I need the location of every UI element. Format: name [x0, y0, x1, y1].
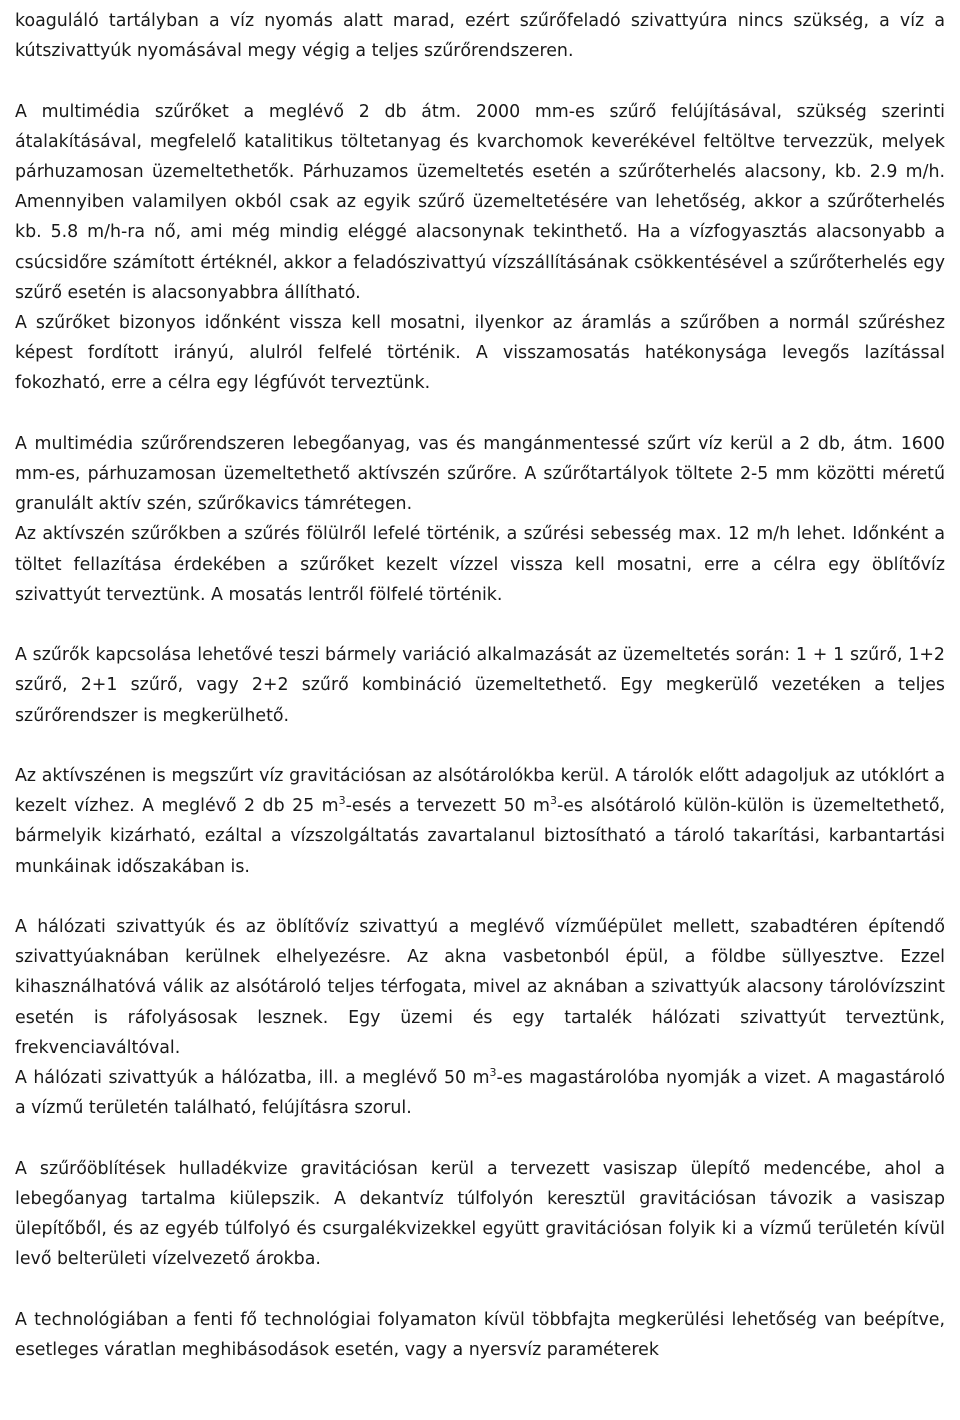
paragraph-gap: [15, 1274, 945, 1304]
paragraph-koagulalo: koaguláló tartályban a víz nyomás alatt marad, ezért szűrőfeladó szivattyúra nincs szükség, a víz a kútszivattyúk nyomásával megy végig a teljes szűrőrendszeren.: [15, 11, 945, 62]
paragraph-aktivszen-szures: Az aktívszén szűrőkben a szűrés fölülről lefelé történik, a szűrési sebesség max. 12 m/h lehet. Időnként a töltet fellazítása érdekében a szűrőket kezelt vízzel vissza kell mosatni, erre a célra egy öblítővíz szivattyút terveztünk. A mosatás lentről fölfelé történik.: [15, 524, 945, 605]
text-segment: -es alsótároló külön-külön is üzemeltethető, bármelyik kizárható, ezáltal a vízszolgáltatás zavartalanul biztosítható a tároló takarítási, karbantartási munkáinak időszakában is.: [15, 796, 945, 877]
text-segment: -esés a tervezett 50 m: [345, 796, 551, 817]
text-segment: Az aktívszénen is megszűrt víz gravitációsan az alsótárolókba kerül. A tárolók előtt adagoljuk az utóklórt a kezelt vízhez. A meglévő 2 db 25 m: [15, 766, 945, 817]
text-segment: -es magastárolóba nyomják a vizet. A magastároló a vízmű területén található, felújításra szorul.: [15, 1068, 945, 1119]
paragraph-gap: [15, 66, 945, 96]
superscript: 3: [489, 1066, 497, 1080]
paragraph-aktivszen-szurok: A multimédia szűrőrendszeren lebegőanyag, vas és mangánmentessé szűrt víz kerül a 2 db, átm. 1600 mm-es, párhuzamosan üzemeltethető aktívszén szűrőre. A szűrőtartályok töltete 2-5 mm közötti méretű granulált aktív szén, szűrőkavics támrétegen.: [15, 433, 945, 515]
paragraph-multimedia-szurok: A multimédia szűrőket a meglévő 2 db átm. 2000 mm-es szűrő felújításával, szükség szerinti átalakításával, megfelelő katalitikus töltetanyag és kvarchomok keverékével feltöltve tervezzük, melyek párhuzamosan üzemeltethetők. Párhuzamos üzemeltetés esetén a szűrőterhelés alacsony, kb. 2.9 m/h. Amennyiben valamilyen okból csak az egyik szűrő üzemeltetésére van lehetőség, akkor a szűrőterhelés kb. 5.8 m/h-ra nő, ami még mindig eléggé alacsonynak tekinthető. Ha a vízfogyasztás alacsonyabb a csúcsidőre számított értéknél, akkor a feladószivattyú vízszállításának csökkentésével a szűrőterhelés egy szűrő esetén is alacsonyabbra állítható.: [15, 101, 945, 303]
paragraph-gap: [15, 610, 945, 640]
paragraph-gap: [15, 1123, 945, 1153]
paragraph-szuroblitesek: A szűrőöblítések hulladékvize gravitációsan kerül a tervezett vasiszap ülepítő medencébe, ahol a lebegőanyag tartalma kiülepszik. A dekantvíz túlfolyón keresztül gravitációsan távozik a vasiszap ülepítőből, és az egyéb túlfolyó és csurgalékvizekkel együtt gravitációsan folyik ki a vízmű területén kívül levő belterületi vízelvezető árokba.: [15, 1158, 945, 1270]
document-page: [15, 6, 945, 1365]
text-segment: A hálózati szivattyúk a hálózatba, ill. a meglévő 50 m: [15, 1068, 490, 1089]
paragraph-gap: [15, 399, 945, 429]
paragraph-visszamosatas: A szűrőket bizonyos időnként vissza kell mosatni, ilyenkor az áramlás a szűrőben a normál szűréshez képest fordított irányú, alulról felfelé történik. A visszamosatás hatékonysága levegős lazítással fokozható, erre a célra egy légfúvót terveztünk.: [15, 313, 945, 394]
superscript: 3: [338, 794, 346, 808]
paragraph-gap: [15, 731, 945, 761]
paragraph-magastarolo: [15, 1063, 945, 1123]
paragraph-gap: [15, 882, 945, 912]
paragraph-halozati-szivattyuk: A hálózati szivattyúk és az öblítővíz szivattyú a meglévő vízműépület mellett, szabadtéren építendő szivattyúaknában kerülnek elhelyezésre. Az akna vasbetonból épül, a földbe süllyesztve. Ezzel kihasználhatóvá válik az alsótároló teljes térfogata, mivel az aknában a szivattyúk alacsony tárolóvízszint esetén is ráfolyásosak lesznek. Egy üzemi és egy tartalék hálózati szivattyút terveztünk, frekvenciaváltóval.: [15, 917, 945, 1058]
paragraph-megkerulesi-lehetoseg: A technológiában a fenti fő technológiai folyamaton kívül többfajta megkerülési lehetőség van beépítve, esetleges váratlan meghibásodások esetén, vagy a nyersvíz paraméterek: [15, 1309, 945, 1360]
paragraph-szurok-kapcsolasa: A szűrők kapcsolása lehetővé teszi bármely variáció alkalmazását az üzemeltetés során: 1 + 1 szűrő, 1+2 szűrő, 2+1 szűrő, vagy 2+2 szűrő kombináció üzemeltethető. Egy megkerülő vezetéken a teljes szűrőrendszer is megkerülhető.: [15, 645, 945, 726]
paragraph-alsotarolok: [15, 761, 945, 882]
superscript: 3: [550, 794, 558, 808]
